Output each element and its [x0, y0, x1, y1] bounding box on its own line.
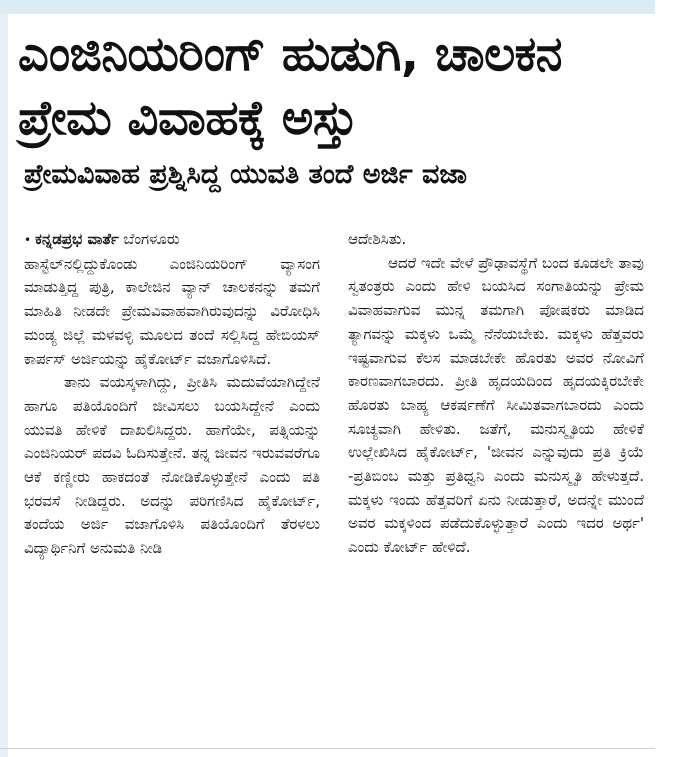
bottom-divider	[0, 748, 655, 749]
article-headline: ಎಂಜಿನಿಯರಿಂಗ್ ಹುಡುಗಿ, ಚಾಲಕನ ಪ್ರೇಮ ವಿವಾಹಕ್ಕೆ ಅಸ್ತು	[18, 26, 562, 146]
article-body	[24, 228, 644, 561]
byline-city: ಬೆಂಗಳೂರು	[123, 230, 180, 248]
top-band	[0, 0, 655, 14]
article-subheadline: ಪ್ರೇಮವಿವಾಹ ಪ್ರಶ್ನಿಸಿದ್ದ ಯುವತಿ ತಂದೆ ಅರ್ಜಿ ವಜಾ	[24, 159, 468, 190]
paragraph: ಹಾಸ್ಟೆಲ್‌ನಲ್ಲಿದ್ದುಕೊಂಡು ಎಂಜಿನಿಯರಿಂಗ್ ವ್ಯಾಸಂಗ ಮಾಡುತ್ತಿದ್ದ ಪುತ್ರಿ, ಕಾಲೇಜಿನ ವ್ಯಾನ್ ಚಾಲಕನನ್ನು ತಮಗೆ ಮಾಹಿತಿ ನೀಡದೇ ಪ್ರೇಮವಿವಾಹವಾಗಿರುವುದನ್ನು ವಿರೋಧಿಸಿ ಮಂಡ್ಯ ಜಿಲ್ಲೆ ಮಳವಳ್ಳಿ ಮೂಲದ ತಂದೆ ಸಲ್ಲಿಸಿದ್ದ ಹೇಬಿಯಸ್ ಕಾರ್ಪಸ್ ಅರ್ಜಿಯನ್ನು ಹೈಕೋರ್ಟ್ ವಜಾಗೊಳಿಸಿದೆ.	[24, 254, 320, 368]
byline	[24, 228, 320, 253]
paragraph: ಆದರೆ ಇದೇ ವೇಳೆ ಪ್ರೌಢಾವಸ್ಥೆಗೆ ಬಂದ ಕೂಡಲೇ ತಾವು ಸ್ವತಂತ್ರರು ಎಂದು ಹೇಳಿ ಬಯಸಿದ ಸಂಗಾತಿಯನ್ನು ಪ್ರೇಮ ವಿವಾಹವಾಗುವ ಮುನ್ನ ತಮಗಾಗಿ ಪೋಷಕರು ಮಾಡಿದ ತ್ಯಾಗವನ್ನು ಮಕ್ಕಳು ಒಮ್ಮೆ ನೆನೆಯಬೇಕು. ಮಕ್ಕಳು ಹೆತ್ತವರು ಇಷ್ಟವಾಗುವ ಕೆಲಸ ಮಾಡಬೇಕೇ ಹೊರತು ಅವರ ನೋವಿಗೆ ಕಾರಣವಾಗಬಾರದು. ಪ್ರೀತಿ ಹೃದಯದಿಂದ ಹೃದಯಕ್ಕಿರಬೇಕೇ ಹೊರತು ಬಾಹ್ಯ ಆಕರ್ಷಣೆಗೆ ಸೀಮಿತವಾಗಬಾರದು ಎಂದು ಸೂಚ್ಯವಾಗಿ ಹೇಳಿತು. ಜತೆಗೆ, ಮನುಸ್ಮೃತಿಯ ಹೇಳಿಕೆ ಉಲ್ಲೇಖಿಸಿದ ಹೈಕೋರ್ಟ್, 'ಜೀವನ ಎನ್ನುವುದು ಪ್ರತಿ ಕ್ರಿಯೆ -ಪ್ರತಿಬಿಂಬ ಮತ್ತು ಪ್ರತಿಧ್ವನಿ ಎಂದು ಮನುಸ್ಮೃತಿ ಹೇಳುತ್ತದೆ. ಮಕ್ಕಳು ಇಂದು ಹೆತ್ತವರಿಗೆ ಏನು ನೀಡುತ್ತಾರೆ, ಅದನ್ನೇ ಮುಂದೆ ಅವರ ಮಕ್ಕಳಿಂದ ಪಡೆದುಕೊಳ್ಳುತ್ತಾರೆ ಎಂದು ಇದರ ಅರ್ಥ' ಎಂದು ಕೋರ್ಟ್ ಹೇಳಿದೆ.	[348, 253, 644, 557]
news-article	[18, 22, 643, 742]
right-margin	[655, 0, 691, 757]
paragraph: ತಾನು ವಯಸ್ಕಳಾಗಿದ್ದು, ಪ್ರೀತಿಸಿ ಮದುವೆಯಾಗಿದ್ದೇನೆ ಹಾಗೂ ಪತಿಯೊಂದಿಗೆ ಜೀವಿಸಲು ಬಯಸಿದ್ದೇನೆ ಎಂದು ಯುವತಿ ಹೇಳಿಕೆ ದಾಖಲಿಸಿದ್ದರು. ಹಾಗೆಯೇ, ಪತ್ನಿಯನ್ನು ಎಂಜಿನಿಯರ್ ಪದವಿ ಓದಿಸುತ್ತೇನೆ. ತನ್ನ ಜೀವನ ಇರುವವರೆಗೂ ಆಕೆ ಕಣ್ಣೀರು ಹಾಕದಂತೆ ನೋಡಿಕೊಳ್ಳುತ್ತೇನೆ ಎಂದು ಪತಿ ಭರವಸೆ ನೀಡಿದ್ದರು. ಅದನ್ನು ಪರಿಗಣಿಸಿದ ಹೈಕೋರ್ಟ್, ತಂದೆಯ ಅರ್ಜಿ ವಜಾಗೊಳಿಸಿ ಪತಿಯೊಂದಿಗೆ ತೆರಳಲು ವಿದ್ಯಾರ್ಥಿನಿಗೆ ಅನುಮತಿ ನೀಡಿ	[24, 373, 320, 558]
paragraph: ಆದೇಶಿಸಿತು.	[348, 230, 407, 248]
bullet-icon: •	[24, 233, 32, 247]
left-edge-strip	[0, 14, 8, 757]
byline-source: ಕನ್ನಡಪ್ರಭ ವಾರ್ತೆ	[35, 230, 119, 248]
body-column-1	[24, 228, 320, 561]
body-column-2	[348, 228, 644, 561]
